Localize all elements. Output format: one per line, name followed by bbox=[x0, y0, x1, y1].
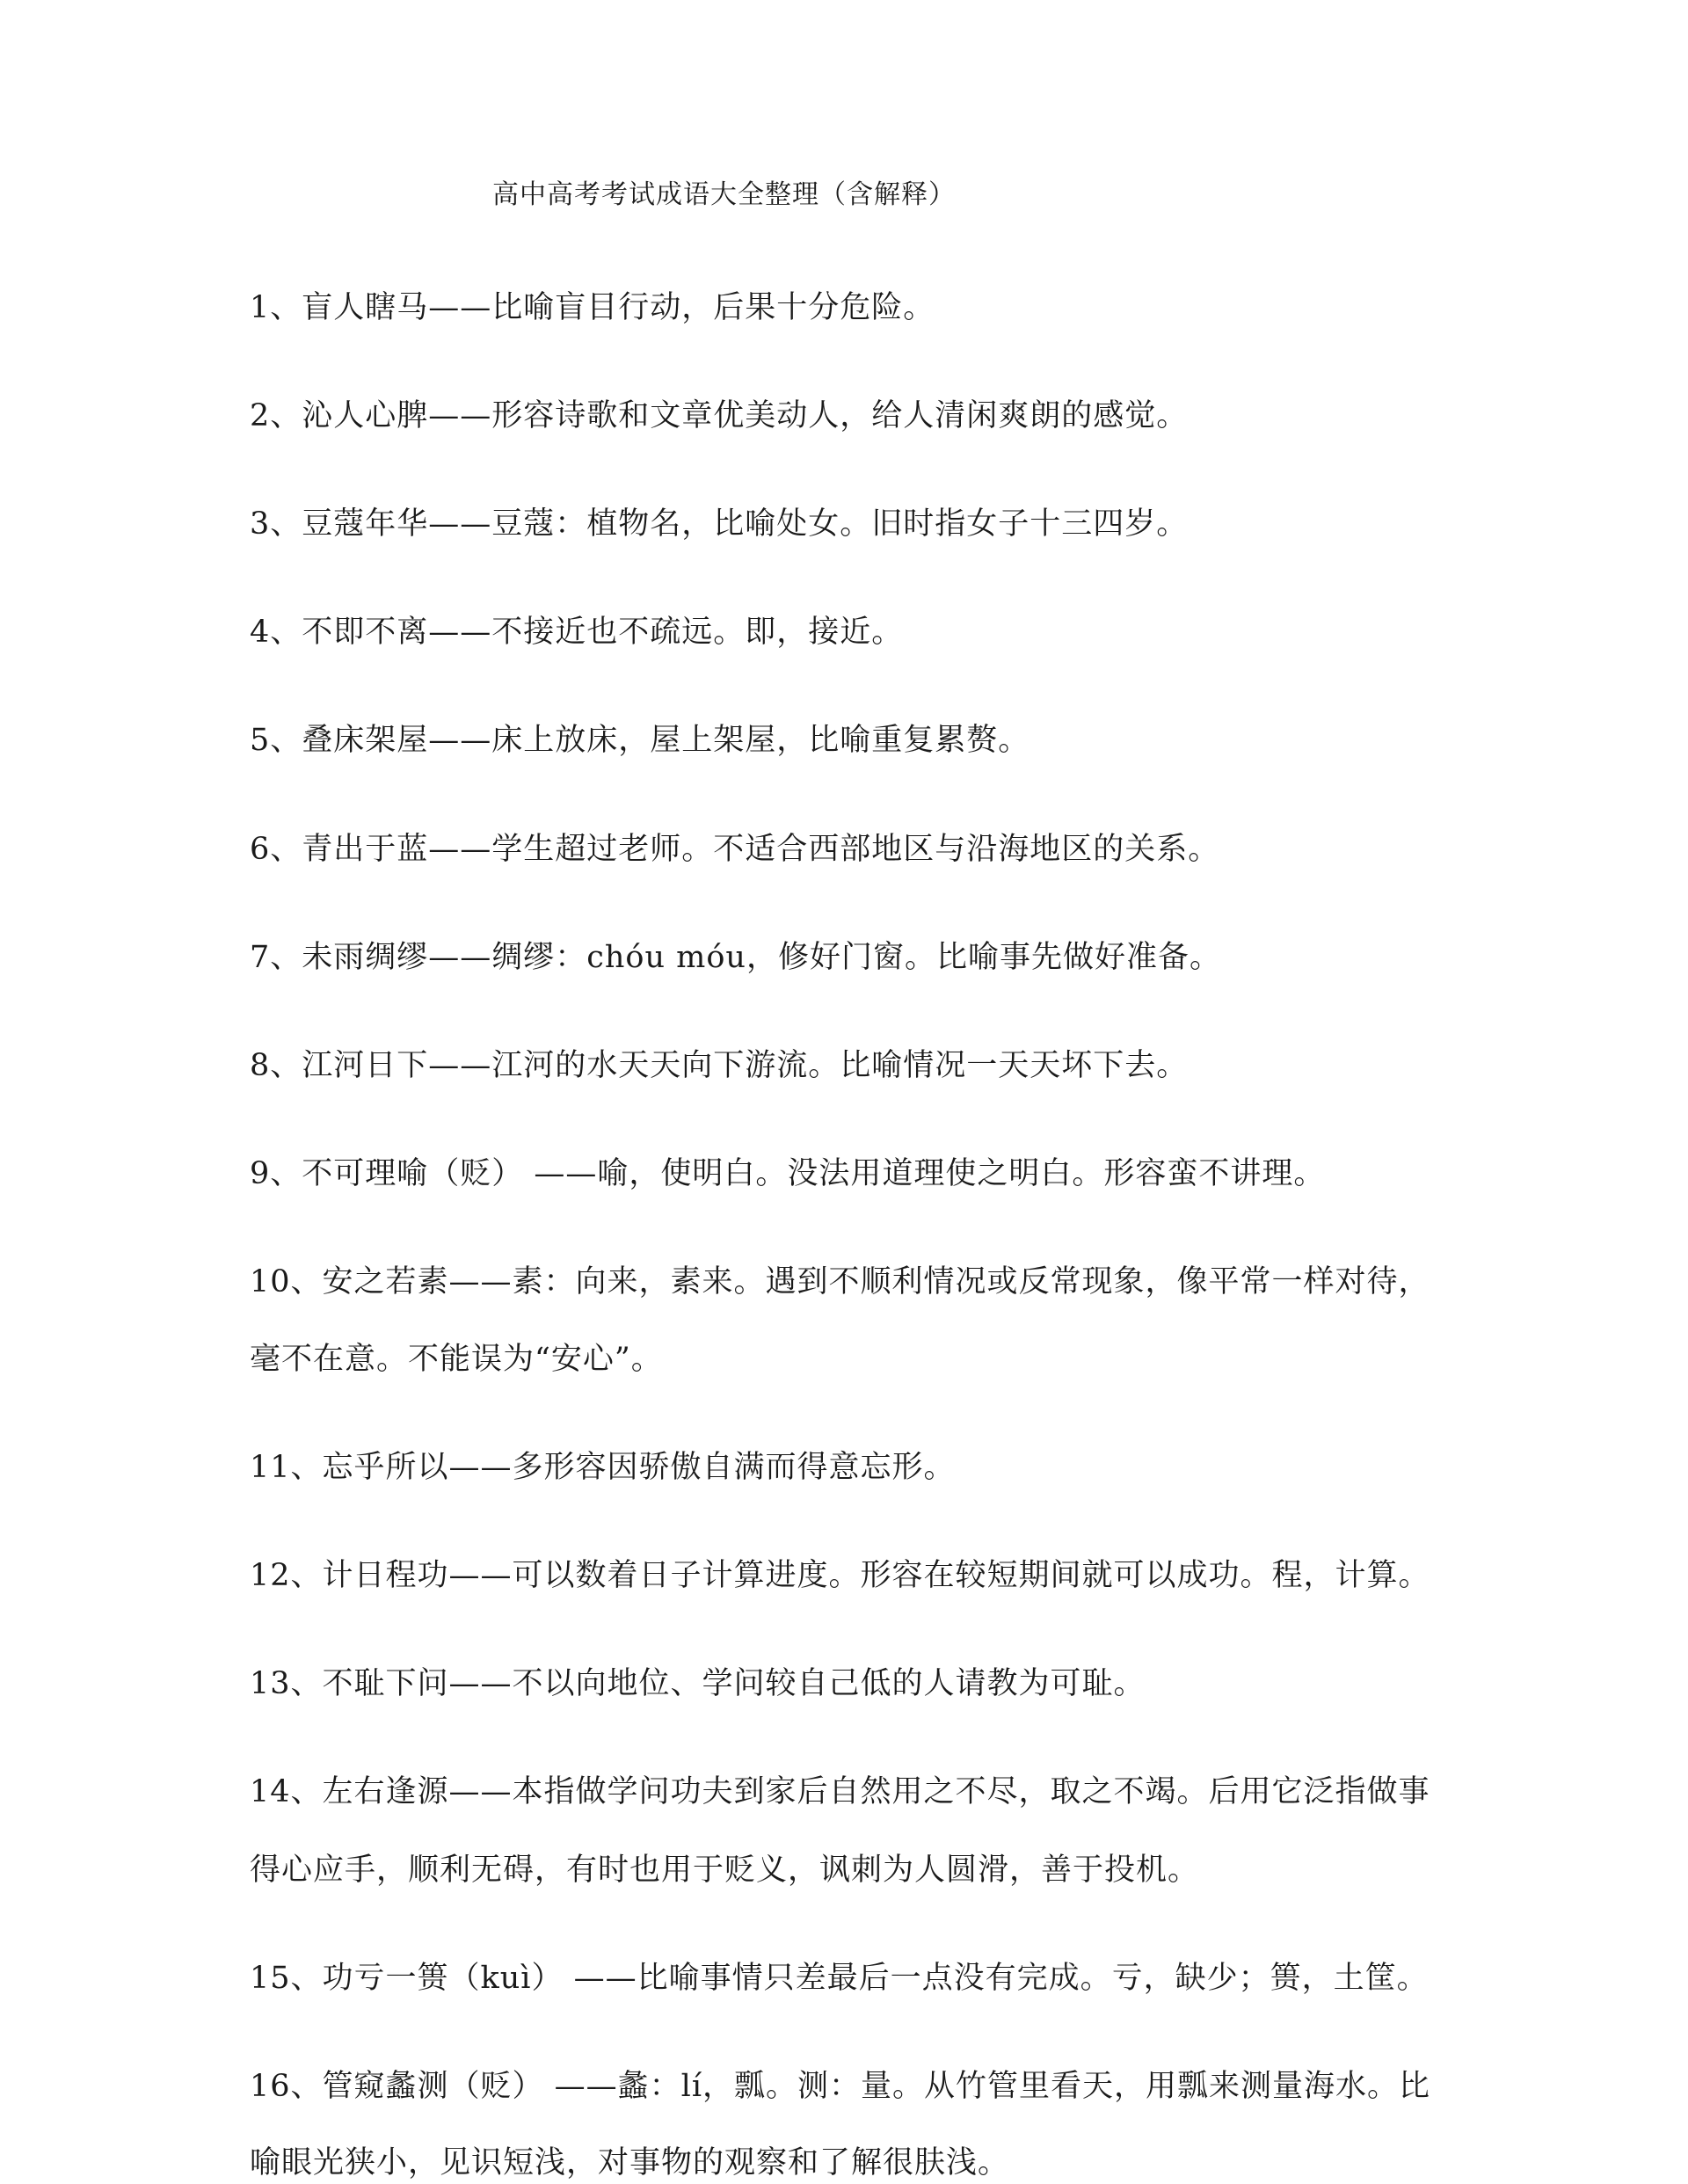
idiom-entry-6: 6、青出于蓝——学生超过老师。不适合西部地区与沿海地区的关系。 bbox=[250, 832, 1220, 867]
idiom-entry-9: 9、不可理喻（贬） ——喻，使明白。没法用道理使之明白。形容蛮不讲理。 bbox=[250, 1156, 1326, 1191]
idiom-entry-3: 3、豆蔻年华——豆蔻：植物名，比喻处女。旧时指女子十三四岁。 bbox=[250, 506, 1189, 542]
idiom-entry-13: 13、不耻下问——不以向地位、学问较自己低的人请教为可耻。 bbox=[250, 1666, 1146, 1701]
idiom-entry-16-continued: 喻眼光狭小，见识短浅，对事物的观察和了解很肤浅。 bbox=[250, 2145, 1010, 2180]
document-title: 高中高考考试成语大全整理（含解释） bbox=[492, 179, 956, 210]
idiom-entry-1: 1、盲人瞎马——比喻盲目行动，后果十分危险。 bbox=[250, 290, 935, 325]
idiom-entry-8: 8、江河日下——江河的水天天向下游流。比喻情况一天天坏下去。 bbox=[250, 1048, 1189, 1083]
idiom-entry-11: 11、忘乎所以——多形容因骄傲自满而得意忘形。 bbox=[250, 1450, 956, 1485]
idiom-entry-12: 12、计日程功——可以数着日子计算进度。形容在较短期间就可以成功。程，计算。 bbox=[250, 1558, 1430, 1593]
idiom-entry-4: 4、不即不离——不接近也不疏远。即，接近。 bbox=[250, 615, 904, 650]
idiom-entry-14-continued: 得心应手，顺利无碍，有时也用于贬义，讽刺为人圆滑，善于投机。 bbox=[250, 1853, 1200, 1888]
idiom-entry-14: 14、左右逢源——本指做学问功夫到家后自然用之不尽，取之不竭。后用它泛指做事 bbox=[250, 1774, 1430, 1809]
idiom-entry-15: 15、功亏一篑（kuì） ——比喻事情只差最后一点没有完成。亏，缺少；篑，土筐。 bbox=[250, 1961, 1429, 1996]
idiom-entry-5: 5、叠床架屋——床上放床，屋上架屋，比喻重复累赘。 bbox=[250, 723, 1030, 758]
idiom-entry-2: 2、沁人心脾——形容诗歌和文章优美动人，给人清闲爽朗的感觉。 bbox=[250, 398, 1189, 433]
idiom-entry-10-continued: 毫不在意。不能误为“安心”。 bbox=[250, 1342, 663, 1377]
idiom-entry-7: 7、未雨绸缪——绸缪：chóu móu，修好门窗。比喻事先做好准备。 bbox=[250, 940, 1221, 975]
idiom-entry-10: 10、安之若素——素：向来，素来。遇到不顺利情况或反常现象，像平常一样对待， bbox=[250, 1264, 1430, 1299]
idiom-entry-16: 16、管窥蠡测（贬） ——蠡：lí，瓢。测：量。从竹管里看天，用瓢来测量海水。比 bbox=[250, 2069, 1431, 2104]
